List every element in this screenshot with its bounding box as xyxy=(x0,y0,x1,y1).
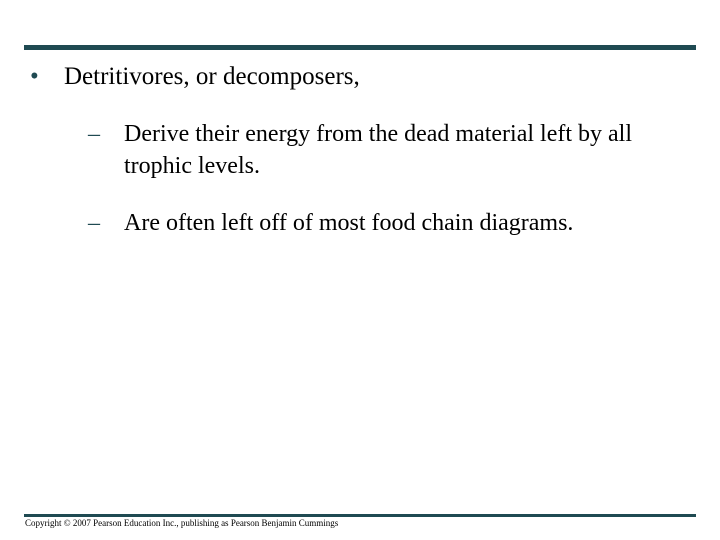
main-bullet-text: Detritivores, or decomposers, xyxy=(64,63,360,90)
main-bullet xyxy=(30,62,360,92)
sub-bullet-text: Derive their energy from the dead material left by all trophic levels. xyxy=(124,121,633,179)
top-divider xyxy=(24,45,696,50)
sub-bullet xyxy=(88,118,698,182)
bottom-divider xyxy=(24,514,696,517)
bullet-icon: • xyxy=(30,63,39,90)
dash-icon: – xyxy=(88,121,100,147)
sub-bullet xyxy=(88,207,698,239)
sub-bullet-text: Are often left off of most food chain diagrams. xyxy=(124,210,574,236)
dash-icon: – xyxy=(88,210,100,236)
copyright-notice: Copyright © 2007 Pearson Education Inc., publishing as Pearson Benjamin Cummings xyxy=(25,518,339,528)
